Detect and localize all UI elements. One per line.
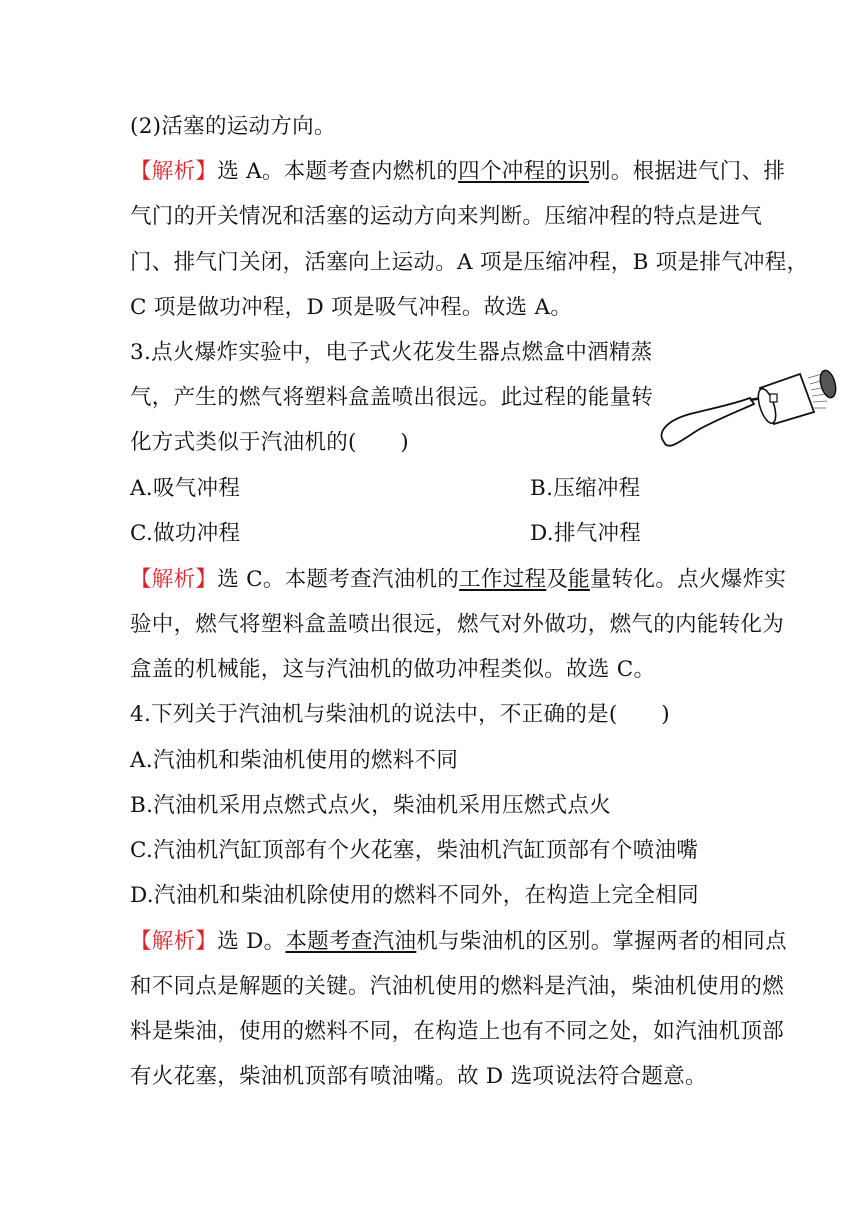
- text-span: 机与柴油机的区别。掌握两者的相同点: [416, 929, 787, 954]
- text-span: 别。根据进气门、排: [588, 159, 786, 184]
- text-line: 验中，燃气将塑料盒盖喷出很远，燃气对外做功，燃气的内能转化为: [130, 612, 785, 637]
- spark-igniter-with-box-icon: [650, 362, 840, 462]
- option-d: D.排气冲程: [530, 521, 642, 546]
- analysis-paragraph-4: [130, 927, 787, 957]
- option-c: C.汽油机汽缸顶部有个火花塞，柴油机汽缸顶部有个喷油嘴: [130, 838, 699, 863]
- analysis-tag: 【解析】: [130, 567, 218, 592]
- question-3-stem: 3.点火爆炸实验中，电子式火花发生器点燃盒中酒精蒸: [130, 340, 653, 365]
- analysis-tag: 【解析】: [130, 159, 218, 184]
- underlined-text: 四个冲程的识: [458, 159, 589, 184]
- text-line: 有火花塞，柴油机顶部有喷油嘴。故 D 选项说法符合题意。: [130, 1064, 707, 1089]
- text-span: 及: [546, 567, 569, 592]
- option-b: B.汽油机采用点燃式点火，柴油机采用压燃式点火: [130, 793, 612, 818]
- option-row: [130, 519, 642, 549]
- text-line: 和不同点是解题的关键。汽油机使用的燃料是汽油，柴油机使用的燃: [130, 974, 785, 999]
- text-span: 选 A。本题考查内燃机的: [217, 159, 459, 184]
- analysis-tag: 【解析】: [130, 929, 218, 954]
- text-line: (2)活塞的运动方向。: [130, 114, 336, 139]
- text-line: 料是柴油，使用的燃料不同，在构造上也有不同之处，如汽油机顶部: [130, 1019, 785, 1044]
- analysis-paragraph-3: [130, 565, 786, 595]
- text-span: 选 D。: [217, 929, 286, 954]
- question-4-stem: 4.下列关于汽油机与柴油机的说法中，不正确的是( ): [130, 702, 670, 727]
- option-c: C.做功冲程: [130, 521, 241, 546]
- option-a: A.吸气冲程: [130, 476, 241, 501]
- text-span: 选 C。本题考查汽油机的: [217, 567, 460, 592]
- text-line: 化方式类似于汽油机的( ): [130, 430, 409, 455]
- option-row: [130, 474, 641, 504]
- underlined-text: 工作过程: [459, 567, 547, 592]
- text-span: 量转化。点火爆炸实: [589, 567, 787, 592]
- underlined-text: 能: [568, 567, 590, 592]
- analysis-paragraph-1: [130, 157, 785, 187]
- text-line: C 项是做功冲程，D 项是吸气冲程。故选 A。: [130, 295, 573, 320]
- text-line: 气，产生的燃气将塑料盒盖喷出很远。此过程的能量转: [130, 385, 654, 410]
- text-line: 门、排气门关闭，活塞向上运动。A 项是压缩冲程，B 项是排气冲程，: [130, 250, 809, 275]
- text-line: 气门的开关情况和活塞的运动方向来判断。压缩冲程的特点是进气: [130, 204, 763, 229]
- option-b: B.压缩冲程: [530, 476, 641, 501]
- underlined-text: 本题考查汽油: [285, 929, 417, 954]
- text-line: 盒盖的机械能，这与汽油机的做功冲程类似。故选 C。: [130, 657, 656, 682]
- option-a: A.汽油机和柴油机使用的燃料不同: [130, 748, 459, 773]
- option-d: D.汽油机和柴油机除使用的燃料不同外，在构造上完全相同: [130, 883, 699, 908]
